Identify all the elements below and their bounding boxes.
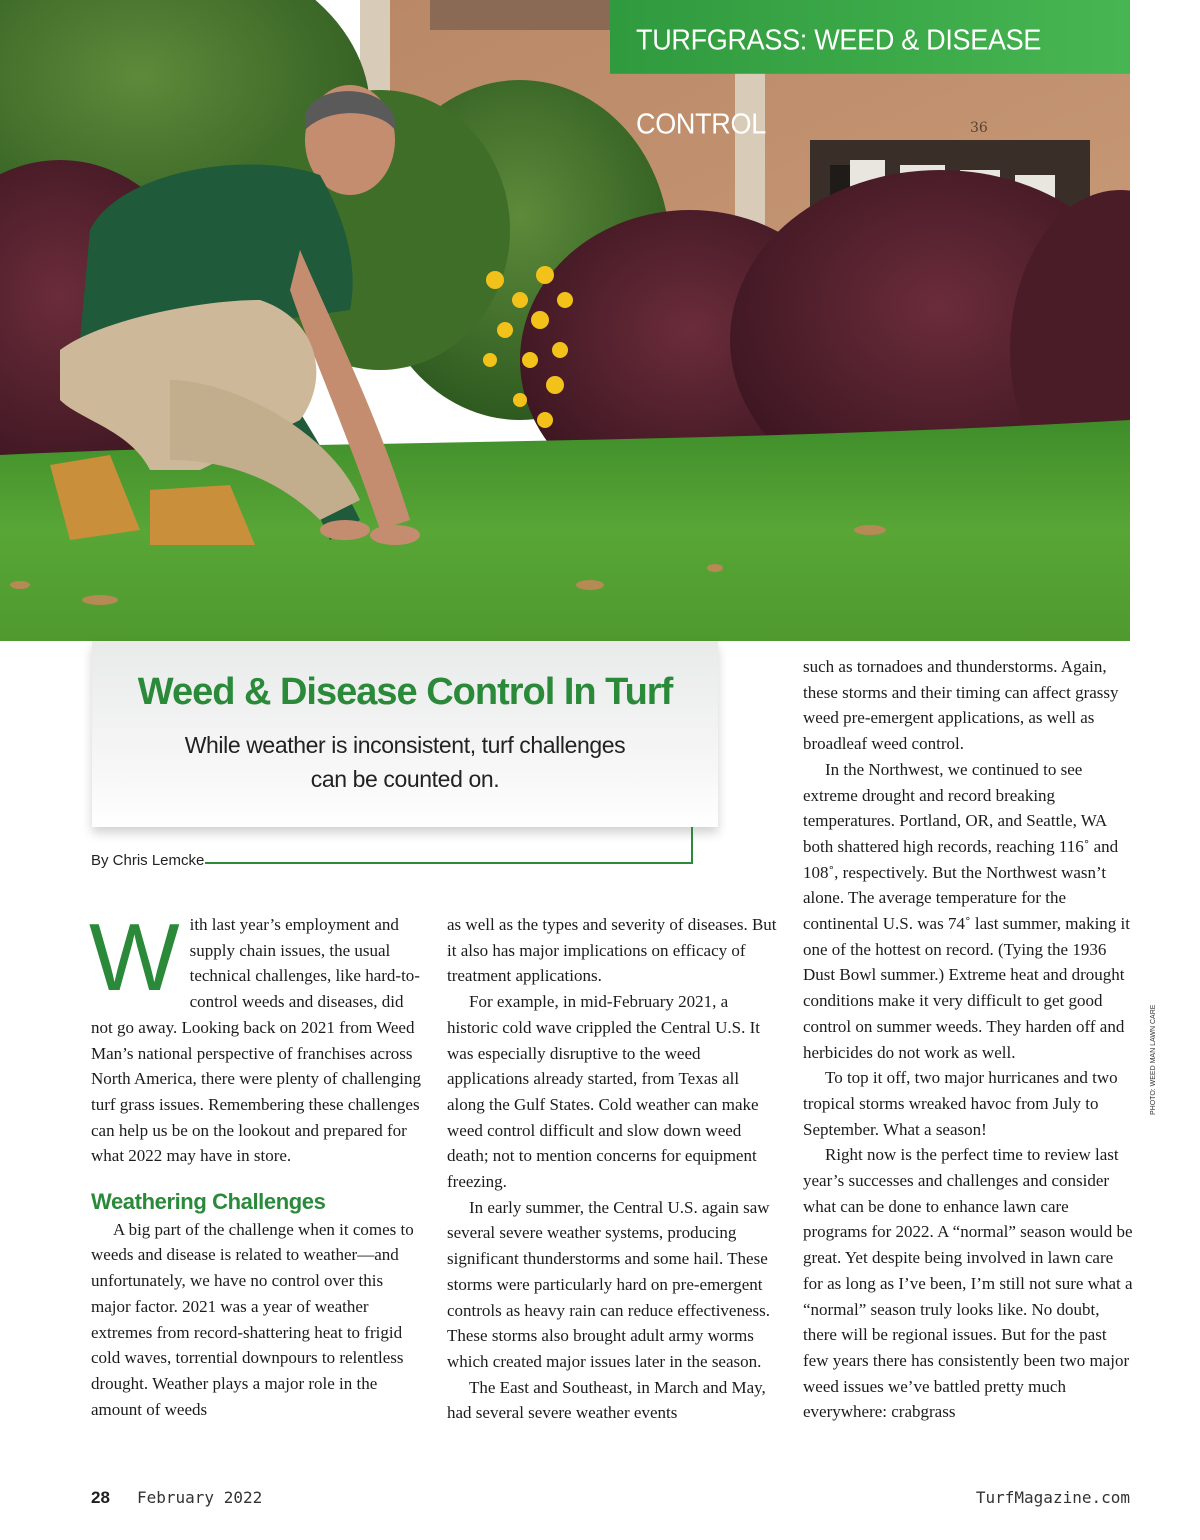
drop-cap: W <box>89 904 180 1011</box>
subhead-weathering: Weathering Challenges <box>91 1189 326 1215</box>
paragraph: as well as the types and severity of diseases. But it also has major implications on efficacy of treatment applications. <box>447 915 777 986</box>
hero-photo <box>0 0 1130 641</box>
byline: By Chris Lemcke <box>91 852 205 869</box>
body-column-1 <box>89 904 421 1422</box>
byline-rule-horizontal <box>205 862 693 864</box>
body-column-3 <box>803 654 1133 1425</box>
issue-date: February 2022 <box>137 1488 263 1507</box>
byline-rule-vertical <box>691 827 693 864</box>
paragraph: To top it off, two major hurricanes and two tropical storms wreaked havoc from July to September. What a season! <box>803 1068 1118 1139</box>
photo-credit: PHOTO: WEED MAN LAWN CARE <box>1150 1004 1157 1115</box>
paragraph: such as tornadoes and thunderstorms. Again, these storms and their timing can affect grassy weed pre-emergent applications, as well as broadleaf weed control. <box>803 657 1119 754</box>
intro-text: ith last year’s employment and supply chain issues, the usual technical challenges, like hard-to-control weeds and diseases, did not go away. Looking back on 2021 from Weed Man’s national perspective of franchises across North America, there were plenty of challenging turf grass issues. Remembering these challenges can help us be on the lookout and prepared for what 2022 may have in store. <box>91 915 421 1166</box>
paragraph: In the Northwest, we continued to see extreme drought and record breaking temperatures. Portland, OR, and Seattle, WA both shattered high records, reaching 116˚ and 108˚, respectively. But the Northwest wasn’t alone. The average temperature for the continental U.S. was 74˚ last summer, making it one of the hottest on record. (Tying the 1936 Dust Bowl summer.) Extreme heat and drought conditions make it very difficult to get good control on summer weeds. They harden off and herbicides do not work as well. <box>803 759 1130 1062</box>
section-banner: TURFGRASS: WEED & DISEASE CONTROL <box>610 0 1130 74</box>
paragraph: A big part of the challenge when it comes to weeds and disease is related to weather—and unfortunately, we have no control over this major factor. 2021 was a year of weather extremes from record-shattering heat to frigid cold waves, torrential downpours to relentless drought. Weather plays a major role in the amount of weeds <box>91 1219 414 1419</box>
paragraph: In early summer, the Central U.S. again saw several severe weather systems, producing significant thunderstorms and some hail. These storms were particularly hard on pre-emergent controls as heavy rain can reduce effectiveness. These storms also brought adult army worms which created major issues later in the season. <box>447 1197 771 1371</box>
page-number: 28 <box>91 1488 110 1507</box>
house-number: 36 <box>970 120 988 136</box>
paragraph: For example, in mid-February 2021, a historic cold wave crippled the Central U.S. It was especially disruptive to the weed applications already started, from Texas all along the Gulf States. Cold weather can make weed control difficult and slow down weed death; not to mention concerns for equipment freezing. <box>447 992 760 1192</box>
headline-box <box>92 641 718 827</box>
paragraph: The East and Southeast, in March and May, had several severe weather events <box>447 1377 766 1423</box>
intro-paragraph <box>89 904 421 1169</box>
article-title: Weed & Disease Control In Turf <box>137 671 673 713</box>
body-column-2 <box>447 912 777 1426</box>
article-deck: While weather is inconsistent, turf challenges can be counted on. <box>184 732 626 792</box>
paragraph: Right now is the perfect time to review last year’s successes and challenges and consider what can be done to enhance lawn care programs for 2022. A “normal” season would be great. Yet despite being involved in lawn care for as long as I’ve been, I’m still not sure what a “normal” season truly looks like. No doubt, there will be regional issues. But for the past few years there has consistently been two major weed issues we’ve battled pretty much everywhere: crabgrass <box>803 1145 1133 1422</box>
site-url[interactable]: TurfMagazine.com <box>975 1488 1130 1507</box>
